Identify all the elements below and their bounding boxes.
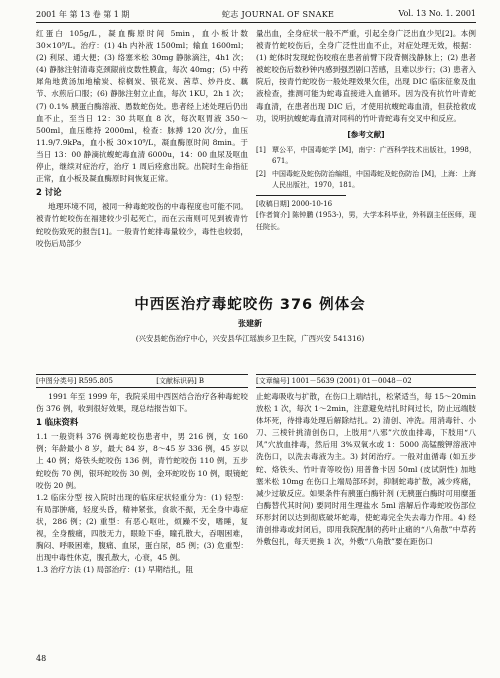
article-affiliation: (兴安县蛇伤治疗中心，兴安县华江瑶族乡卫生院，广西兴安 541316) [135, 334, 365, 343]
treatment-paragraph: 1.3 治疗方法 (1) 局部治疗：(1) 早期结扎，阻 [36, 565, 194, 575]
document-code: [文献标识码] B [156, 377, 205, 385]
reference-item [256, 145, 476, 167]
header-volume: Vol. 13 No. 1. 2001 [398, 9, 476, 18]
bottom-right-column [256, 391, 476, 669]
reference-text: 覃公平，中国毒蛇学 [M]，南宁：广西科学技术出版社，1998，671。 [272, 145, 476, 165]
article-title: 中西医治疗毒蛇咬伤 376 例体会 [134, 297, 366, 313]
bottom-left-column [36, 391, 248, 651]
header-rule [36, 22, 476, 23]
top-left-column [36, 28, 248, 286]
reference-item [256, 169, 476, 191]
section-heading: 1 临床资料 [36, 417, 79, 428]
reference-number: [1] [256, 145, 266, 154]
reference-number: [2] [256, 169, 266, 178]
references-heading: [参考文献] [347, 129, 385, 139]
discussion-paragraph: 地理环境不同，被同一种毒蛇咬伤的中毒程度也可能不同。被青竹蛇咬伤在福建较少引起死亡，而在云南则可见到被青竹蛇咬伤致死的报告[1]。一般青竹蛇排毒量较少，毒性也较弱，咬伤后局部少 [36, 202, 248, 248]
author-note: [作者简介] 陈钟鹏 (1953-)，男，大学本科毕业，外科副主任医师，现任院长。 [256, 211, 476, 231]
classification-box [36, 374, 248, 388]
discussion-continued: 量出血，全身症状一般不严重，引起全身广泛出血少见[2]。本例被青竹蛇咬伤后，全身广泛性出血不止，对症处理无效，根据：(1) 蛇体时发现蛇伤咬痕在患者前臂下段背侧浅静脉上；(2) 患者被蛇咬伤后数秒钟内感到强烈剧口苦感，且难以步行；(3) 患者入院后，按青竹蛇咬伤一般处理效果欠佳，出现 DIC 临床征象及血液检查，推测可能为蛇毒直接进入血循环。因为没有抗竹叶青蛇毒血清，在患者出现 DIC 后，才使用抗蝮蛇毒血清，但获抢救成功，说明抗蝮蛇毒血清对同科的竹叶青蛇毒有交叉中和反应。 [256, 29, 476, 123]
article-author: 张建新 [238, 319, 262, 328]
header-issue: 2001 年 第 13 卷 第 1 期 [36, 10, 130, 19]
running-header [36, 9, 476, 21]
page-number: 48 [36, 654, 47, 663]
received-date: [收稿日期] 2000-10-16 [256, 199, 333, 208]
footnote-rule [256, 195, 346, 196]
case-paragraph: 红蛋白 105g/L，凝血酶原时间 5min，血小板计数 30×10⁹/L。治疗：(1) 4h 内补液 1500ml；输血 1600ml；(2) 利尿、通大便；(3) 络塞米松 30mg 静脉滴注，4h1 次；(4) 静脉注射清毒克颈龈前皮数性膜盒，每次 40mg；(5) 中药犀角地黄汤加地榆炭、棕榈炭、银花炭、茜草、炒丹皮、藕节、水煎后口服；(6) 静脉注射立止血，每次 1KU，2h 1 次；(7) 0.1% 胰蛋白酶溶液、愚数蛇伤处。患者经上述处理后仍出血不止，至当日 12：30 共呕血 8 次，每次呕胃液 350～500ml，血压维持 2000ml，检查：脉搏 120 次/分，血压 11.9/7.9kPa，血小板 30×10⁹/L，凝血酶原时间 8min。于当日 13：00 静滴抗蝮蛇毒血清 6000u，14：00 血尿及呕血停止，继续对症治疗，治疗 1 周后痊愈出院。出院时生命指征正常，血小板及凝血酶原时间恢复正常。 [36, 29, 248, 184]
treatment-continued: 止蛇毒吸收与扩散，在伤口上端结扎，松紧适当，每 15～20min 放松 1 次，每次 1～2min，注意避免结扎时间过长，防止远端肢体坏死，待排毒处理后解除结扎。2) 清创、冲洗。用消毒针、小刀、三棱针挑清创伤口，上肢用“八邪”穴放血排毒，下肢用“八风”穴放血排毒，然后用 3%双氧水或 1：5000 高锰酸钾溶液冲洗伤口，以洗去毒液为主。3) 封闭治疗。一般对血循毒 (如五步蛇、烙铁头、竹叶青等咬伤) 用普鲁卡因 50ml (皮试阴性) 加地塞米松 10mg 在伤口上端局部环封，抑制蛇毒扩散，减少疼痛，减少过敏反应。如果条件有胰蛋白酶针剂 (无胰蛋白酶时可用糜蛋白酶替代其时间) 要同时用生理盐水 5ml 溶解后作毒蛇咬伤部位环形封闭以达到彻底破坏蛇毒，使蛇毒完全失去毒力作用。4) 经清创排毒或封闭后，即用我院配制的药叶止痛的“八角散”中草药外敷包扎，每天更换 1 次，外敷“八角散”要在距伤口 [256, 392, 476, 547]
intro-paragraph: 1991 年至 1999 年，我院采用中西医结合治疗各种毒蛇咬伤 376 例，收到很好效果，现总结报告如下。 [36, 392, 248, 414]
top-right-column [256, 28, 476, 286]
header-journal: 蛇志 JOURNAL OF SNAKE [222, 10, 335, 19]
clinical-typing-paragraph: 1.2 临床分型 按入院时出现的临床症状轻重分为：(1) 轻型：有局部肿痛，轻度头昏，精神紧张，食欲不振，无全身中毒症状，286 例；(2) 重型：有恶心呕吐，烦躁不安，嗜睡，复视，全身酸痛，四肢无力，眼睑下垂，瞳孔散大，吞咽困难，胸闷、呼吸困难，腹痛、血尿，蛋白尿，85 例；(3) 危重型：出现中毒性休克，腹孔散大，心衰，45 例。 [36, 492, 248, 563]
article-number: [文章编号] 1001－5639 (2001) 01－0048－02 [256, 377, 412, 385]
class-number: [中图分类号] R595.805 [36, 377, 113, 385]
discussion-heading: 2 讨论 [36, 187, 62, 198]
article-number-box [256, 374, 476, 388]
reference-text: 中国毒蛇及蛇伤防治编组，中国毒蛇及蛇伤防治 [M]，上海：上海人民出版社，1970，181。 [272, 169, 476, 189]
general-data-paragraph: 1.1 一般资料 376 例毒蛇咬伤患者中，男 216 例，女 160 例；年龄最小 8 岁，最大 84 岁，8～45 岁 336 例，45 岁以上 40 例；烙铁头蛇咬伤 136 例，青竹蛇咬伤 110 例，五步蛇咬伤 70 例，银环蛇咬伤 30 例，金环蛇咬伤 10 例，眼镜蛇咬伤 20 例。 [36, 432, 248, 490]
